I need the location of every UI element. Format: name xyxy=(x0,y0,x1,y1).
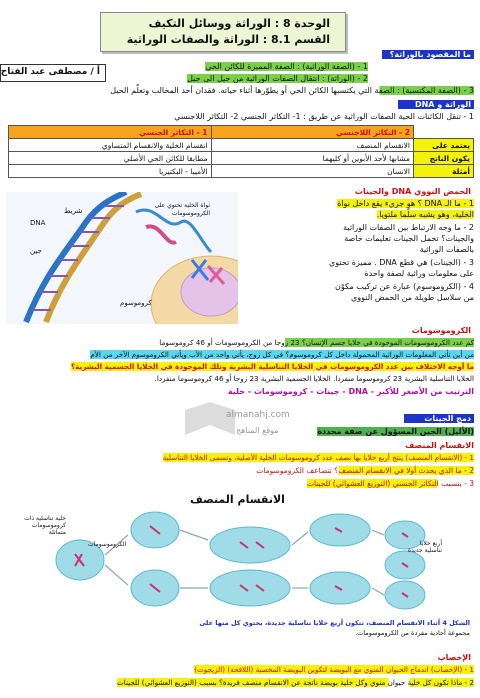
q3-title: الحمض النووي DNA والجينات xyxy=(354,187,471,196)
section-title: القسم 8.1 : الوراثة والصفات الوراثية xyxy=(126,33,330,46)
q4-title: الكروموسومات xyxy=(411,326,471,335)
q1-line2: 2 - (الوراثة) : انتقال الصفات الوراثية من جيل الى جيل xyxy=(187,74,368,83)
q3-line7: على معلومات وراثية لصفة واحدة xyxy=(364,269,474,278)
q4-line1: كم عدد الكروموسومات الموجودة في خلايا جسم الإنسان؟ 23 زوجا من الكروموسومات أو 46 كروموسوما xyxy=(159,338,474,347)
q6-title: الإخصاب xyxy=(437,653,471,662)
diagram-gene-label: جين xyxy=(30,247,42,255)
table-cell: مشابها لأحد الأبوين أو كليهما xyxy=(211,152,414,165)
teacher-name: أ / مصطفى عبد الفتاح xyxy=(0,67,100,77)
q1-line1: 1 - (الصفة الوراثية) : الصفة المميزة للكائن الحي xyxy=(205,62,368,71)
table-row-label: يعتمد على xyxy=(414,139,474,152)
table-head-sexual: 1 - التكاثر الجنسي xyxy=(9,126,212,139)
figure-title: الانقسام المنصف xyxy=(190,493,285,506)
q1-title: ما المقصود بالوراثة؟ xyxy=(382,50,474,59)
q4-line4: الخلايا التناسلية البشرية 23 كروموسوما منفردا. الخلايا الجسمية البشرية 23 زوجا أو 46 كروموسوما منفردا. xyxy=(154,374,474,383)
figure-caption-2: مجموعة أحادية مفردة من الكروموسومات. xyxy=(355,629,470,637)
table-row-label: أمثلة xyxy=(414,165,474,178)
meiosis-figure xyxy=(20,510,450,615)
table-cell: الانسان xyxy=(211,165,414,178)
q5-sub: الانقسام المنصف xyxy=(404,441,474,450)
figure-label-four-cells: أربع خلايا تناسلية جديدة xyxy=(407,540,442,554)
q3-line3: 2 - ما وجه الارتباط بين الصفات الوراثية xyxy=(343,223,474,232)
table-cell: انقسام الخلية والانقسام المتساوي xyxy=(9,139,212,152)
figure-label-parent: خلية تناسلية ذات كروموسومات متماثلة xyxy=(24,515,66,536)
book-icon xyxy=(180,400,240,440)
figure-caption-1: الشكل 4 أثناء الانقسام المنصف، تتكون أربع خلايا تناسلية جديدة، يحتوي كل منها على xyxy=(199,619,470,627)
q3-line8: 4 - (الكروموسوم) عبارة عن تركيب مكوّن xyxy=(334,282,474,291)
q5-line1: (الأليل) الجين المسؤول عن صفة محددة xyxy=(317,427,474,436)
figure-label-chromosomes: الكروموسومات xyxy=(88,541,127,548)
q2-line1: 1 - تنقل الكائنات الحية الصفات الوراثية عن طريق : 1- التكاثر الجنسي 2- التكاثر اللاجنسي xyxy=(174,112,474,121)
q2-title: الوراثة و DNA xyxy=(398,100,474,109)
q6-line2: 2 - ماذا تكون كل خلية حيوان منوي وكل خلية بويضة ناتجة عن الانقسام منصف فريدة؟ بسبب (التوزيع العشوائي) للجينات xyxy=(117,678,474,687)
watermark-logo xyxy=(180,400,240,440)
table-cell: الانقسام المنصف xyxy=(211,139,414,152)
q4-line5: الترتيب من الأصغر للأكبر - DNA - جينات - كروموسومات - خلية xyxy=(227,387,474,396)
diagram-dna-label: DNA xyxy=(30,219,46,227)
table-cell: الأميبا - البكتيريا xyxy=(9,165,212,178)
diagram-strand-label: شريط xyxy=(64,207,83,215)
q5-line3: 2 - ما الذي يحدث أولا في الانقسام المنصف؟ تتضاعف الكروموسومات xyxy=(256,466,474,475)
reproduction-table xyxy=(8,125,474,178)
q5-line2: 1 - (الانقسام المنصف) ينتج أربع خلايا بها نصف عدد كروموسومات الخلية الأصلية، وتسمى الخلايا التناسلية xyxy=(162,453,474,462)
q3-line4: والجينات؟ تحمل الجينات تعليمات خاصة xyxy=(344,234,474,243)
q3-line9: من سلاسل طويلة من الحمض النووي xyxy=(351,293,474,302)
watermark-ar: موقع المناهج xyxy=(236,426,279,435)
q5-title: دمج الجينات xyxy=(404,414,474,423)
q4-line2: من أين تأتي المعلومات الوراثية المحمولة داخل كل كروموسوم؟ في كل زوج، يأتي واحد من الأب ويأتي الكروموسوم الآخر من الأم xyxy=(90,350,474,359)
table-cell: مطابقا للكائن الحي الأصلي xyxy=(9,152,212,165)
diagram-chromosome-label: كروموسوم xyxy=(120,299,152,307)
diagram-chrom-note: نواة الخلية تحتوي على الكروموسومات xyxy=(154,202,210,217)
q5-line4: 3 - يتسبب التكاثر الجنسي (التوزيع العشوائي) للجينات xyxy=(306,479,474,488)
watermark-site: almanahj.com xyxy=(226,410,290,420)
q4-line3: ما أوجه الاختلاف بين عدد الكروموسومات في الخلايا التناسلية البشرية وتلك الموجودة في الخلايا الجسمية البشرية؟ xyxy=(70,362,474,371)
q6-line1: 1 - (الإخصاب) اندماج الحيوان المنوي مع البويضة لتكوين البويضة المخصبة (اللاقحة) (الزيجوت) xyxy=(194,665,474,674)
q3-line1: 1 - ما الـ DNA ؟ هو جزيء يقع داخل نواة xyxy=(337,199,474,208)
unit-title: الوحدة 8 : الوراثة ووسائل التكيف xyxy=(148,17,330,30)
q1-line3: 3 - (الصفة المكتسبة) : الصفة التي يكتسبها الكائن الحي أو يطوّرها أثناء حياته. فقدان أحد المخالب وتعلّم الحيل xyxy=(110,86,474,95)
q3-line2: الخلية، وهو يشبه سلّما ملتويا. xyxy=(376,210,474,219)
table-head-asexual: 2 - التكاثر اللاجنسي xyxy=(211,126,414,139)
q3-line5: بالصفات الوراثية xyxy=(419,245,474,254)
table-row-label: يكون الناتج xyxy=(414,152,474,165)
q3-line6: 3 - (الجينات) هي قطع DNA . مميزة تحتوي xyxy=(328,258,474,267)
